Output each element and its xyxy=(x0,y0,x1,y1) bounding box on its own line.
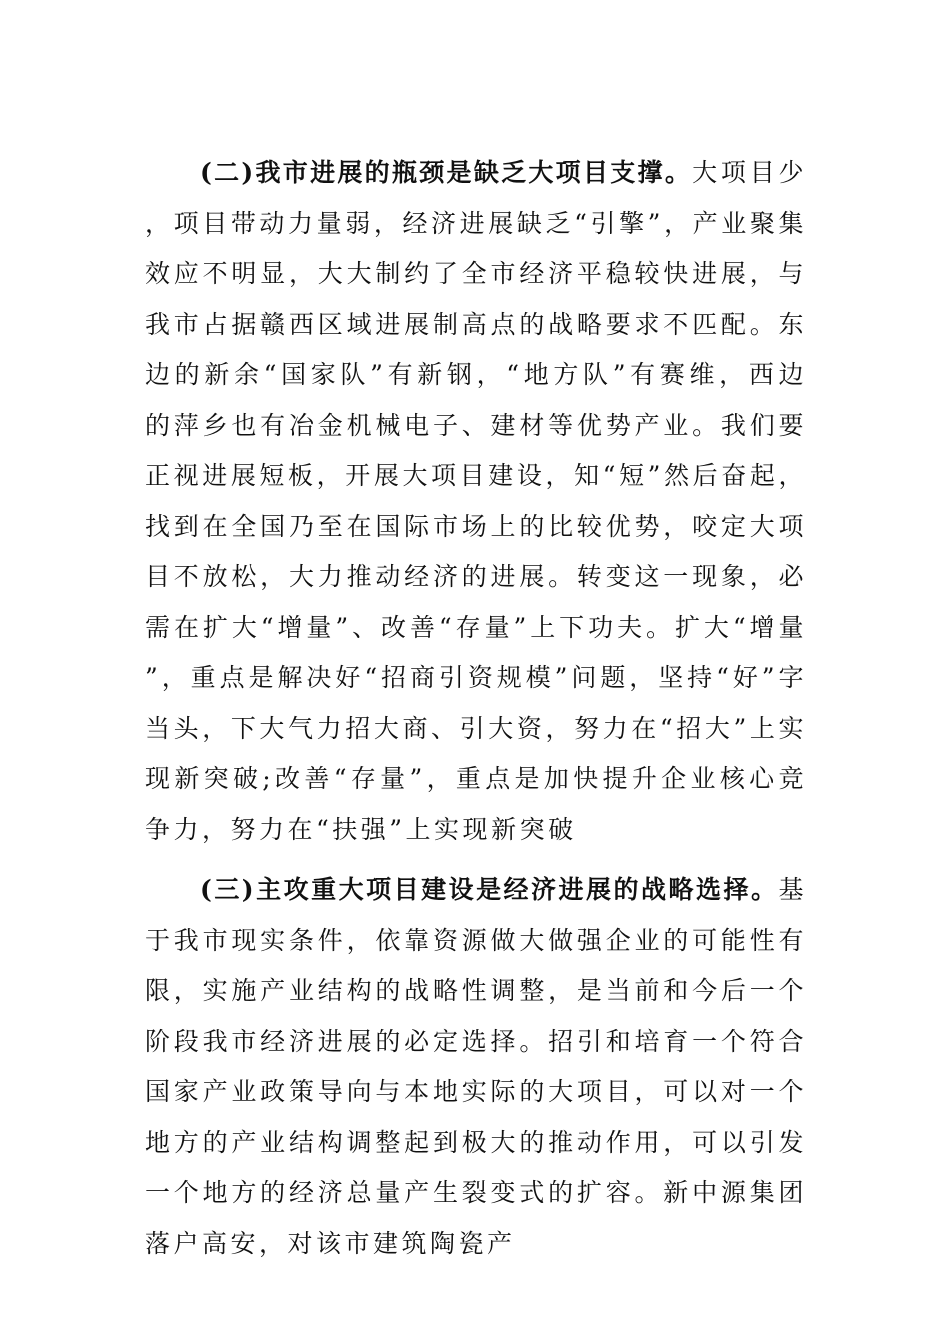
paragraph-body-3: 基于我市现实条件，依靠资源做大做强企业的可能性有限，实施产业结构的战略性调整，是当前和今后一个阶段我市经济进展的必定选择。招引和培育一个符合国家产业政策导向与本地实际的大项目，可以对一个地方的产业结构调整起到极大的推动作用，可以引发一个地方的经济总量产生裂变式的扩容。新中源集团落户高安，对该市建筑陶瓷产 xyxy=(145,875,807,1258)
paragraph-strategic-choice xyxy=(145,865,807,1269)
paragraph-body-2: 大项目少，项目带动力量弱，经济进展缺乏“引擎”，产业聚集效应不明显，大大制约了全市经济平稳较快进展，与我市占据赣西区域进展制高点的战略要求不匹配。东边的新余“国家队”有新钢，“地方队”有赛维，西边的萍乡也有冶金机械电子、建材等优势产业。我们要正视进展短板，开展大项目建设，知“短”然后奋起，找到在全国乃至在国际市场上的比较优势，咬定大项目不放松，大力推动经济的进展。转变这一现象，必需在扩大“增量”、改善“存量”上下功夫。扩大“增量”，重点是解决好“招商引资规模”问题，坚持“好”字当头，下大气力招大商、引大资，努力在“招大”上实现新突破;改善“存量”，重点是加快提升企业核心竞争力，努力在“扶强”上实现新突破 xyxy=(145,158,807,844)
section-heading-2: (二)我市进展的瓶颈是缺乏大项目支撑。 xyxy=(200,158,693,187)
section-heading-3: (三)主攻重大项目建设是经济进展的战略选择。 xyxy=(200,875,779,904)
paragraph-bottleneck xyxy=(145,148,807,855)
